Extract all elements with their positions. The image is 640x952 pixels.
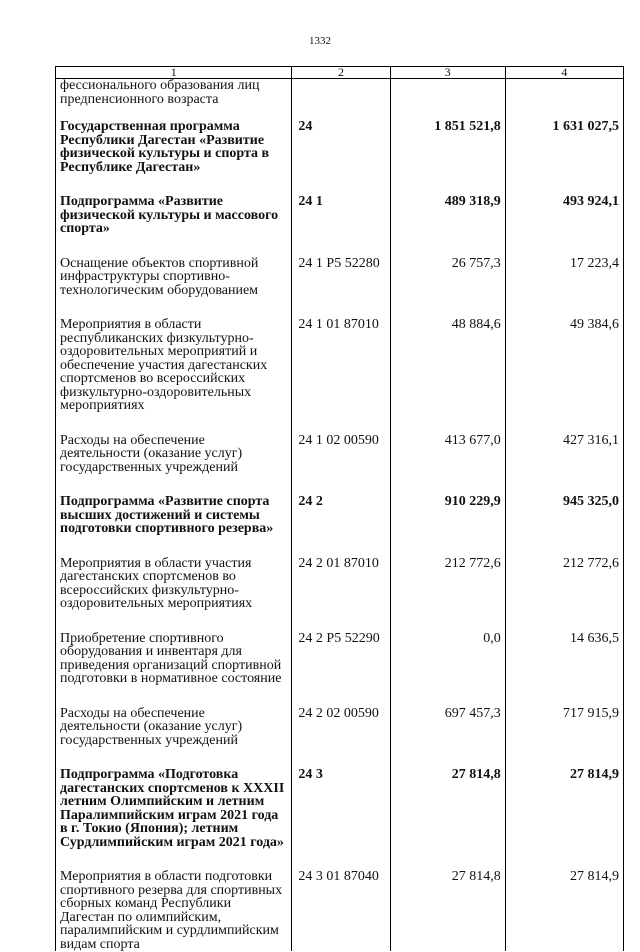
row-code-cell xyxy=(292,79,390,107)
row-value-col4: 717 915,9 xyxy=(505,686,623,748)
row-name-cell: Мероприятия в области республиканских физкультурно-оздоровительных мероприятий и обеспечение участия дагестанских спортсменов во всероссийских физкультурно-оздоровительных мероприятиях xyxy=(56,297,292,413)
row-name-cell: Расходы на обеспечение деятельности (оказание услуг) государственных учреждений xyxy=(56,686,292,748)
row-value-col4: 945 325,0 xyxy=(505,474,623,536)
row-value-col4: 14 636,5 xyxy=(505,611,623,686)
row-value-col3: 697 457,3 xyxy=(390,686,505,748)
budget-table xyxy=(55,66,624,951)
row-value-col3: 1 851 521,8 xyxy=(390,106,505,174)
row-code-cell: 24 2 xyxy=(292,474,390,536)
table-row xyxy=(56,611,624,686)
row-code-cell: 24 1 01 87010 xyxy=(292,297,390,413)
row-code-cell: 24 2 01 87010 xyxy=(292,536,390,611)
row-code-cell: 24 2 02 00590 xyxy=(292,686,390,748)
row-value-col3: 0,0 xyxy=(390,611,505,686)
row-code-cell: 24 xyxy=(292,106,390,174)
table-row xyxy=(56,106,624,174)
row-code-cell: 24 3 01 87040 xyxy=(292,849,390,951)
row-value-col4: 427 316,1 xyxy=(505,413,623,475)
row-value-col4: 493 924,1 xyxy=(505,174,623,236)
row-value-col3: 413 677,0 xyxy=(390,413,505,475)
row-code-cell: 24 1 xyxy=(292,174,390,236)
row-code-cell: 24 3 xyxy=(292,747,390,849)
table-row xyxy=(56,413,624,475)
column-header: 1 xyxy=(56,67,292,79)
column-header: 3 xyxy=(390,67,505,79)
table-row xyxy=(56,686,624,748)
row-value-col3: 212 772,6 xyxy=(390,536,505,611)
row-name-cell: Мероприятия в области подготовки спортивного резерва для спортивных сборных команд Республики Дагестан по олимпийским, паралимпийским и сурдлимпийским видам спорта xyxy=(56,849,292,951)
table-header-row xyxy=(56,67,624,79)
row-value-col4: 49 384,6 xyxy=(505,297,623,413)
page-number: 1332 xyxy=(309,35,331,47)
table-row xyxy=(56,79,624,107)
row-name-cell: Мероприятия в области участия дагестанских спортсменов во всероссийских физкультурно-оздоровительных мероприятиях xyxy=(56,536,292,611)
row-name-cell: Расходы на обеспечение деятельности (оказание услуг) государственных учреждений xyxy=(56,413,292,475)
row-code-cell: 24 1 02 00590 xyxy=(292,413,390,475)
table-row xyxy=(56,849,624,951)
row-name-cell: Подпрограмма «Развитие спорта высших достижений и системы подготовки спортивного резерва» xyxy=(56,474,292,536)
row-value-col3: 26 757,3 xyxy=(390,236,505,298)
row-name-cell: Подпрограмма «Подготовка дагестанских спортсменов к XXXII летним Олимпийским и летним Паралимпийским играм 2021 года в г. Токио (Япония); летним Сурдлимпийским играм 2021 года» xyxy=(56,747,292,849)
row-code-cell: 24 1 P5 52280 xyxy=(292,236,390,298)
row-name-cell: Подпрограмма «Развитие физической культуры и массового спорта» xyxy=(56,174,292,236)
row-code-cell: 24 2 P5 52290 xyxy=(292,611,390,686)
row-value-col4: 27 814,9 xyxy=(505,849,623,951)
row-name-cell: фессионального образования лиц предпенсионного возраста xyxy=(56,79,292,107)
row-name-cell: Оснащение объектов спортивной инфраструктуры спортивно- технологическим оборудованием xyxy=(56,236,292,298)
row-name-cell: Приобретение спортивного оборудования и инвентаря для приведения организаций спортивной подготовки в нормативное состояние xyxy=(56,611,292,686)
row-value-col4 xyxy=(505,79,623,107)
table-row xyxy=(56,236,624,298)
row-name-cell: Государственная программа Республики Дагестан «Развитие физической культуры и спорта в Республике Дагестан» xyxy=(56,106,292,174)
column-header: 4 xyxy=(505,67,623,79)
row-value-col4: 212 772,6 xyxy=(505,536,623,611)
table-row xyxy=(56,297,624,413)
row-value-col3: 48 884,6 xyxy=(390,297,505,413)
table-row xyxy=(56,474,624,536)
row-value-col3: 27 814,8 xyxy=(390,747,505,849)
row-value-col3: 27 814,8 xyxy=(390,849,505,951)
row-value-col3: 489 318,9 xyxy=(390,174,505,236)
table-row xyxy=(56,536,624,611)
row-value-col3: 910 229,9 xyxy=(390,474,505,536)
row-value-col4: 1 631 027,5 xyxy=(505,106,623,174)
row-value-col4: 27 814,9 xyxy=(505,747,623,849)
table-row xyxy=(56,747,624,849)
row-value-col3 xyxy=(390,79,505,107)
row-value-col4: 17 223,4 xyxy=(505,236,623,298)
column-header: 2 xyxy=(292,67,390,79)
table-row xyxy=(56,174,624,236)
